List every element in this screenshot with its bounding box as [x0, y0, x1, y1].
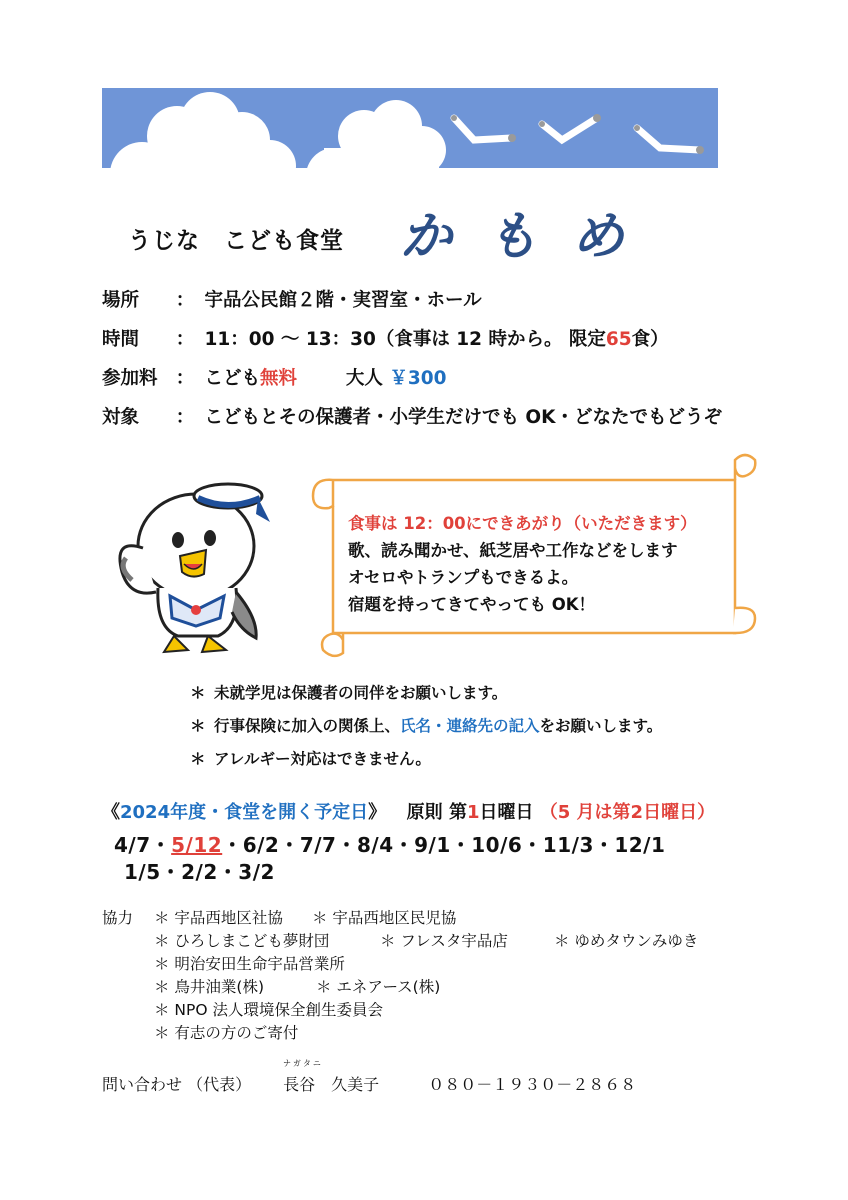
note-1-text: 未就学児は保護者の同伴をお願いします。 — [214, 684, 508, 702]
note-3-text: アレルギー対応はできません。 — [214, 750, 431, 768]
time-colon: ： — [175, 329, 195, 350]
sponsor-item: ＊ 宇品西地区社協 — [154, 909, 283, 927]
sponsor-item: ＊ ひろしまこども夢財団 — [154, 932, 330, 950]
fee-kids-value: 無料 — [259, 368, 297, 389]
fee-label: 参加料 — [102, 368, 158, 389]
time-value: 11：00 ～ 13：30（食事は 12 時から。 限定 — [204, 329, 606, 350]
note-2 — [190, 714, 662, 736]
cloud-right-icon — [306, 100, 446, 168]
info-place — [102, 286, 482, 312]
cloud-left-icon — [110, 92, 296, 168]
schedule-dates-line-2: 1/5・2/2・3/2 — [124, 860, 275, 884]
info-fee — [102, 364, 446, 390]
place-colon: ： — [175, 290, 195, 311]
scroll-message — [348, 510, 697, 618]
date-may: 5/12 — [171, 833, 223, 857]
header-banner — [102, 88, 718, 168]
sponsor-item: ＊ エネアース(株) — [316, 978, 441, 996]
seagull-mascot-illustration — [108, 468, 278, 658]
contact-phone: ０８０－１９３０－２８６８ — [428, 1075, 637, 1094]
contact-label: 問い合わせ （代表） — [102, 1075, 252, 1094]
sponsor-item: ＊ 明治安田生命宇品営業所 — [154, 955, 345, 973]
info-time — [102, 325, 669, 351]
scroll-line-2: 歌、読み聞かせ、紙芝居や工作などをします — [348, 541, 678, 560]
target-value: こどもとその保護者・小学生だけでも OK・どなたでもどうぞ — [204, 407, 722, 428]
schedule-rule-num: 1 — [466, 802, 480, 823]
note-3 — [190, 747, 431, 769]
clouds-and-gulls-illustration — [102, 88, 718, 168]
sponsor-item: ＊ NPO 法人環境保全創生委員会 — [154, 1001, 383, 1019]
schedule-title: 2024年度・食堂を開く予定日 — [120, 802, 369, 823]
page-title: かもめ — [400, 207, 659, 267]
sponsor-item: ＊ 宇品西地区民児協 — [312, 909, 457, 927]
schedule-open-bracket: 《 — [102, 802, 120, 823]
scroll-line-4: 宿題を持ってきてやっても OK！ — [348, 595, 596, 614]
name-furigana: ナガタニ — [283, 1059, 323, 1068]
note-2-text-post: をお願いします。 — [539, 717, 663, 735]
scroll-line-3: オセロやトランプもできるよ。 — [348, 568, 579, 587]
place-value: 宇品公民館２階・実習室・ホール — [204, 290, 482, 311]
note-2-highlight: 氏名・連絡先の記入 — [400, 717, 540, 735]
target-colon: ： — [175, 407, 195, 428]
schedule-may-note: （5 月は第2日曜日） — [539, 802, 716, 823]
note-2-text: 行事保険に加入の関係上、 — [214, 717, 401, 735]
time-limit: 65 — [605, 329, 632, 350]
target-label: 対象 — [102, 407, 140, 428]
contact-name: 長谷 久美子 — [283, 1075, 380, 1094]
dates-rest: ・6/2・7/7・8/4・9/1・10/6・11/3・12/1 — [222, 833, 666, 857]
fee-colon: ： — [175, 368, 195, 389]
schedule-heading — [102, 798, 715, 824]
date-apr: 4/7・ — [114, 833, 172, 857]
note-2-bullet: ＊ — [190, 717, 206, 735]
sponsors-label: 協力 — [102, 909, 134, 927]
note-1 — [190, 681, 507, 703]
fee-kids-label: こども — [204, 368, 260, 389]
sponsor-item: ＊ ゆめタウンみゆき — [554, 932, 699, 950]
place-label: 場所 — [102, 290, 140, 311]
sponsor-item: ＊ 鳥井油業(株) — [154, 978, 265, 996]
fee-adult-value: ￥300 — [389, 368, 447, 389]
sponsor-item: ＊ フレスタ宇品店 — [380, 932, 508, 950]
fee-adult-label: 大人 — [345, 368, 383, 389]
scroll-line-1: 食事は 12：00にできあがり（いただきます） — [348, 514, 697, 533]
sponsor-item: ＊ 有志の方のご寄付 — [154, 1024, 299, 1042]
info-target — [102, 403, 722, 429]
seagulls-icon — [454, 118, 700, 150]
note-1-bullet: ＊ — [190, 684, 206, 702]
note-3-bullet: ＊ — [190, 750, 206, 768]
time-value-post: 食） — [631, 329, 669, 350]
subtitle: うじな こども食堂 — [128, 228, 344, 254]
schedule-dates-line-1 — [114, 829, 665, 858]
time-label: 時間 — [102, 329, 140, 350]
schedule-rule-pre: 原則 第 — [406, 802, 467, 823]
schedule-rule-post: 日曜日 — [479, 802, 534, 823]
schedule-close-bracket: 》 — [368, 802, 387, 823]
contact-line — [102, 1072, 636, 1095]
